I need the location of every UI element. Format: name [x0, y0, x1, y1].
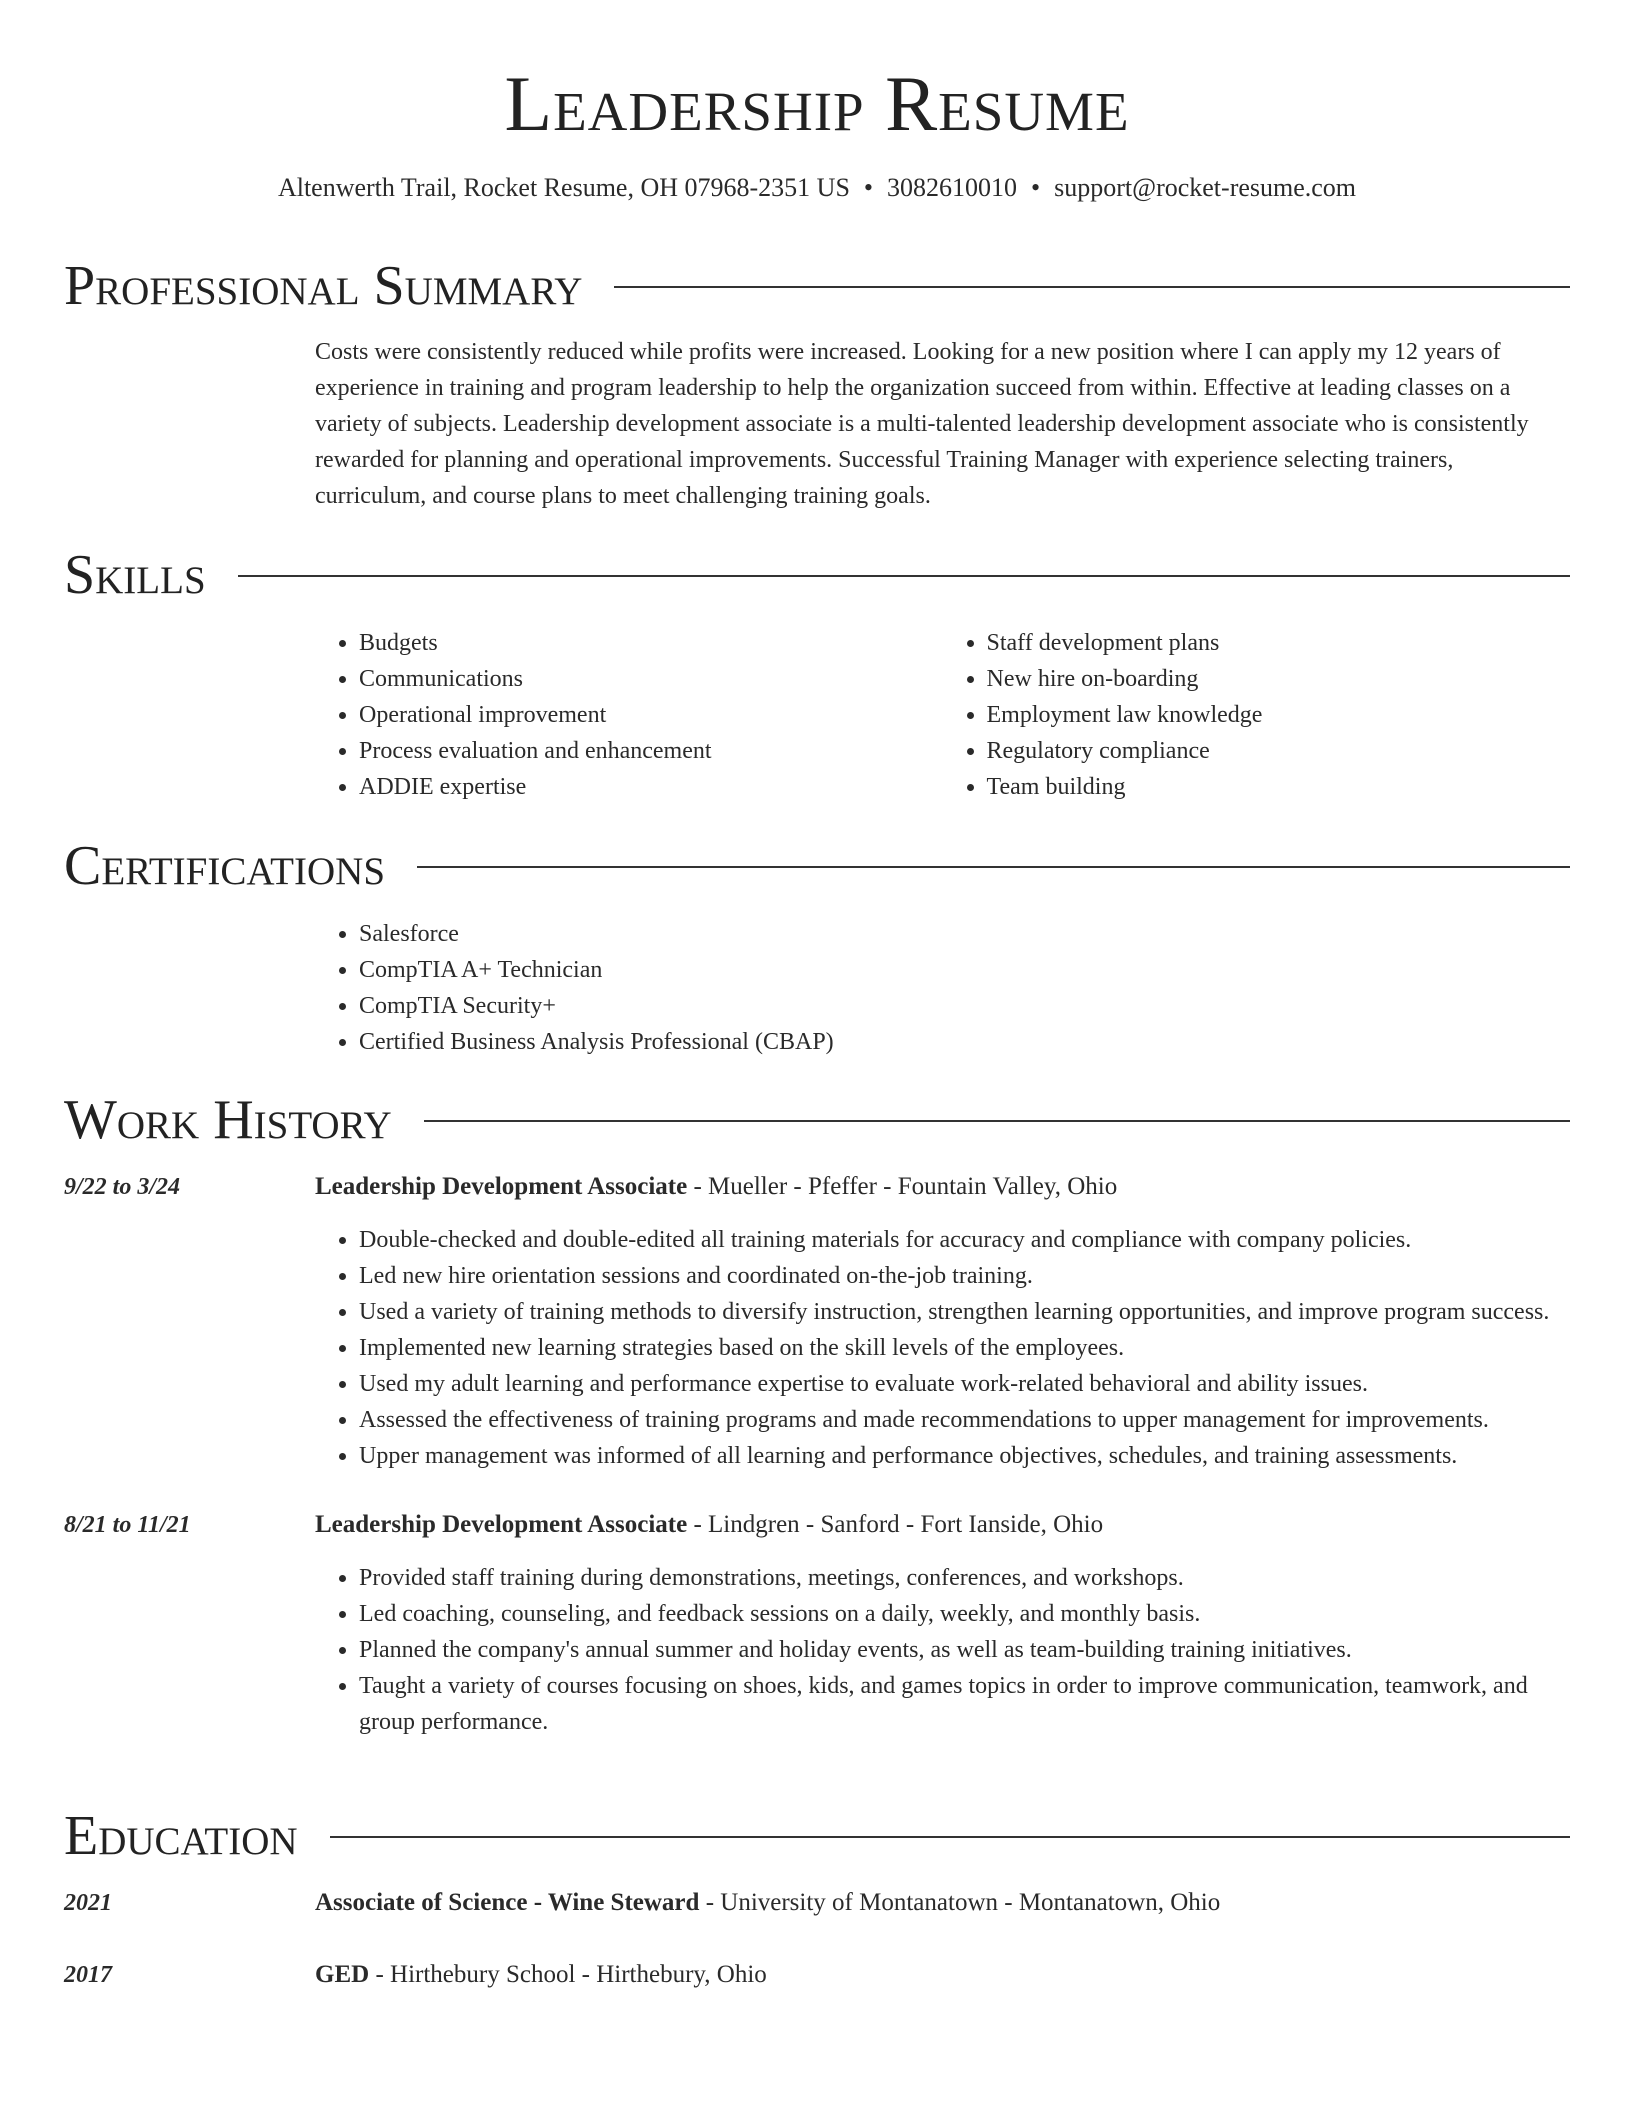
contact-address: Altenwerth Trail, Rocket Resume, OH 07968-2351 US — [277, 173, 850, 202]
education-section — [64, 1806, 1570, 1992]
job-bullet: • Provided staff training during demonstrations, meetings, conferences, and workshops. — [359, 1560, 1579, 1596]
certifications-section — [64, 836, 1570, 1060]
job-bullet: • Used a variety of training methods to diversify instruction, strengthen learning opportunities, and improve program success. — [359, 1294, 1579, 1330]
resume-page — [64, 0, 1570, 1988]
summary-text: Costs were consistently reduced while profits were increased. Looking for a new position where I can apply my 12 years of experience in training and program leadership to help the organization succeed from within. Effective at leading classes on a variety of subjects. Leadership development associate is a multi-talented leadership development associate who is consistently rewarded for planning and operational improvements. Successful Training Manager with experience selecting trainers, curriculum, and course plans to meet challenging training goals. — [315, 339, 1529, 509]
certification-item: • Salesforce — [359, 916, 1570, 952]
contact-email: support@rocket-resume.com — [1054, 173, 1357, 202]
education-details: - University of Montanatown - Montanatown, Ohio — [699, 1889, 1221, 1916]
skill-item: • Team building — [987, 769, 1571, 805]
section-divider — [424, 1120, 1570, 1122]
contact-separator: • — [1031, 173, 1041, 202]
education-degree: Associate of Science - Wine Steward — [315, 1889, 700, 1916]
certification-item: • Certified Business Analysis Professional (CBAP) — [359, 1024, 1570, 1060]
skill-item: • Budgets — [359, 625, 943, 661]
skills-list-left — [315, 625, 943, 805]
job-dates: 8/21 to 11/21 — [64, 1512, 191, 1538]
job-bullet: • Led new hire orientation sessions and coordinated on-the-job training. — [359, 1258, 1579, 1294]
education-details: - Hirthebury School - Hirthebury, Ohio — [369, 1961, 767, 1988]
summary-section — [64, 256, 1570, 514]
work-heading — [64, 1090, 1570, 1150]
section-divider — [614, 286, 1570, 288]
education-entry — [64, 1958, 1570, 1992]
job-header — [64, 1170, 1570, 1204]
skill-item: • Communications — [359, 661, 943, 697]
certifications-heading — [64, 836, 1570, 896]
contact-line — [64, 172, 1570, 204]
skill-item: • ADDIE expertise — [359, 769, 943, 805]
job-details: - Lindgren - Sanford - Fort Ianside, Ohio — [687, 1511, 1104, 1538]
contact-separator: • — [863, 173, 874, 202]
summary-title: Professional Summary — [64, 255, 583, 317]
skill-item: • Staff development plans — [987, 625, 1571, 661]
certifications-title: Certifications — [64, 835, 386, 897]
job-bullet: • Implemented new learning strategies based on the skill levels of the employees. — [359, 1330, 1579, 1366]
job-entry — [64, 1508, 1570, 1740]
skills-heading — [64, 545, 1570, 605]
education-degree: GED — [315, 1961, 370, 1988]
skill-item: • Operational improvement — [359, 697, 943, 733]
job-bullet: • Used my adult learning and performance expertise to evaluate work-related behavioral and ability issues. — [359, 1366, 1579, 1402]
job-bullet: • Led coaching, counseling, and feedback sessions on a daily, weekly, and monthly basis. — [359, 1596, 1579, 1632]
skill-item: • Regulatory compliance — [987, 733, 1571, 769]
summary-heading — [64, 256, 1570, 316]
education-year: 2017 — [64, 1962, 112, 1988]
job-role: Leadership Development Associate — [315, 1511, 688, 1538]
skills-title: Skills — [64, 544, 206, 606]
job-bullet: • Double-checked and double-edited all training materials for accuracy and compliance with company policies. — [359, 1222, 1579, 1258]
job-bullet: • Planned the company's annual summer and holiday events, as well as team-building training initiatives. — [359, 1632, 1579, 1668]
job-bullet: • Assessed the effectiveness of training programs and made recommendations to upper management for improvements. — [359, 1402, 1579, 1438]
job-bullet: • Taught a variety of courses focusing on shoes, kids, and games topics in order to improve communication, teamwork, and group performance. — [359, 1668, 1579, 1740]
job-dates: 9/22 to 3/24 — [64, 1174, 181, 1200]
section-divider — [238, 575, 1570, 577]
section-divider — [330, 1836, 1570, 1838]
skills-section — [64, 545, 1570, 805]
education-title: Education — [64, 1805, 298, 1867]
resume-name: Leadership Resume — [504, 60, 1130, 147]
skills-list-right — [943, 625, 1571, 805]
certification-item: • CompTIA Security+ — [359, 988, 1570, 1024]
job-role: Leadership Development Associate — [315, 1173, 688, 1200]
education-heading — [64, 1806, 1570, 1866]
work-title: Work History — [64, 1089, 392, 1151]
job-header — [64, 1508, 1570, 1542]
job-bullets — [315, 1222, 1579, 1474]
skill-item: • Process evaluation and enhancement — [359, 733, 943, 769]
section-divider — [417, 866, 1570, 868]
education-entry — [64, 1886, 1570, 1920]
job-details: - Mueller - Pfeffer - Fountain Valley, Ohio — [687, 1173, 1118, 1200]
job-entry — [64, 1170, 1570, 1474]
skill-item: • Employment law knowledge — [987, 697, 1571, 733]
certifications-list — [315, 916, 1570, 1060]
contact-phone: 3082610010 — [887, 173, 1018, 202]
job-bullet: • Upper management was informed of all learning and performance objectives, schedules, and training assessments. — [359, 1438, 1579, 1474]
skill-item: • New hire on-boarding — [987, 661, 1571, 697]
work-section — [64, 1090, 1570, 1740]
certification-item: • CompTIA A+ Technician — [359, 952, 1570, 988]
job-bullets — [315, 1560, 1579, 1740]
education-year: 2021 — [64, 1890, 112, 1916]
